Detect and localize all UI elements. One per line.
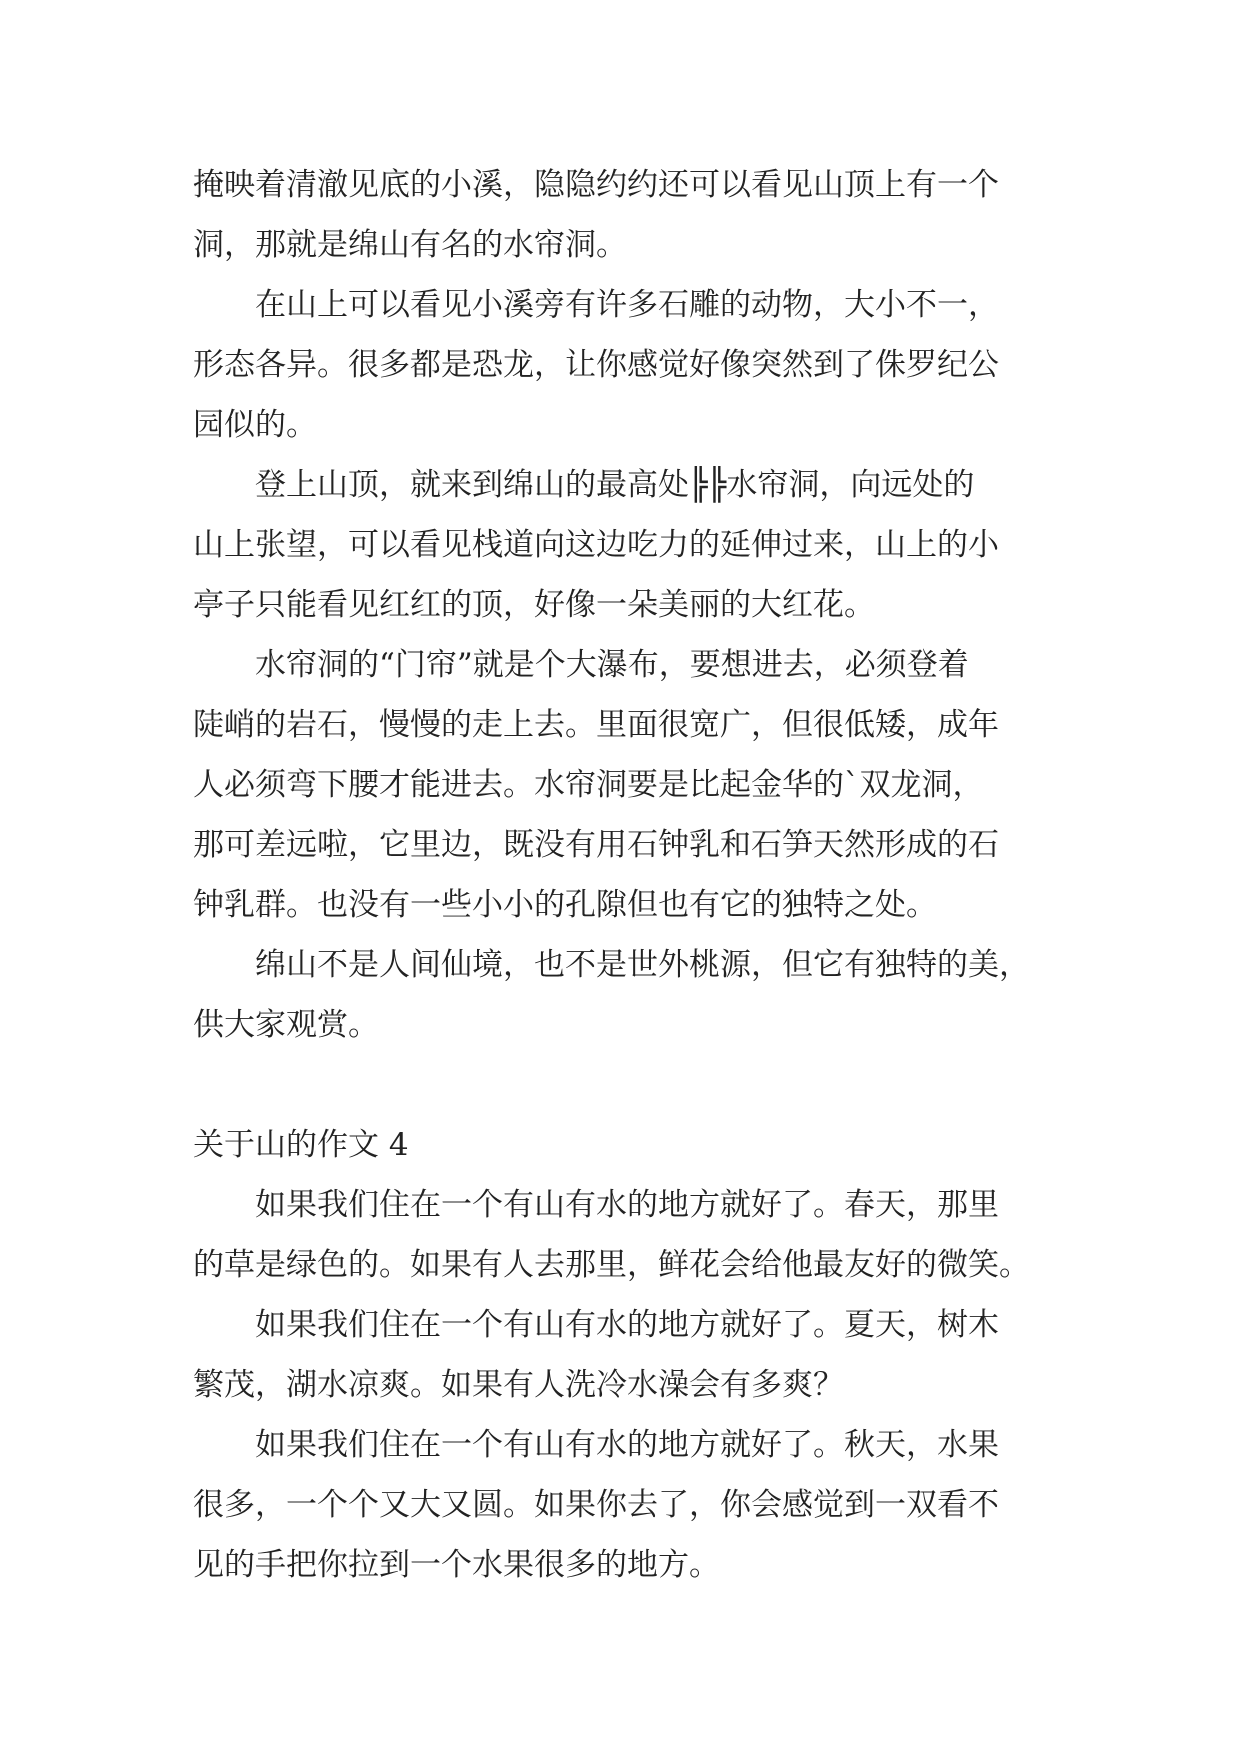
text-line: 供大家观赏。 xyxy=(193,1007,379,1043)
paragraph-start-line: 如果我们住在一个有山有水的地方就好了。秋天，水果 xyxy=(255,1427,999,1463)
text-line: 那可差远啦，它里边，既没有用石钟乳和石笋天然形成的石 xyxy=(193,827,999,863)
section-heading: 关于山的作文 4 xyxy=(193,1127,409,1163)
text-line: 山上张望，可以看见栈道向这边吃力的延伸过来，山上的小 xyxy=(193,527,999,563)
paragraph-start-line: 绵山不是人间仙境，也不是世外桃源，但它有独特的美， xyxy=(255,947,1030,983)
text-line: 园似的。 xyxy=(193,407,317,443)
paragraph-start-line: 如果我们住在一个有山有水的地方就好了。夏天，树木 xyxy=(255,1307,999,1343)
paragraph-start-line: 如果我们住在一个有山有水的地方就好了。春天，那里 xyxy=(255,1187,999,1223)
text-line: 繁茂，湖水凉爽。如果有人洗冷水澡会有多爽？ xyxy=(193,1367,844,1403)
text-line: 形态各异。很多都是恐龙，让你感觉好像突然到了侏罗纪公 xyxy=(193,347,999,383)
text-line: 洞，那就是绵山有名的水帘洞。 xyxy=(193,227,627,263)
text-line: 掩映着清澈见底的小溪，隐隐约约还可以看见山顶上有一个 xyxy=(193,167,999,203)
text-line: 亭子只能看见红红的顶，好像一朵美丽的大红花。 xyxy=(193,587,875,623)
text-line: 很多，一个个又大又圆。如果你去了，你会感觉到一双看不 xyxy=(193,1487,999,1523)
paragraph-start-line: 在山上可以看见小溪旁有许多石雕的动物，大小不一， xyxy=(255,287,999,323)
text-line: 钟乳群。也没有一些小小的孔隙但也有它的独特之处。 xyxy=(193,887,937,923)
text-line: 陡峭的岩石，慢慢的走上去。里面很宽广，但很低矮，成年 xyxy=(193,707,999,743)
text-line: 人必须弯下腰才能进去。水帘洞要是比起金华的`双龙洞， xyxy=(193,767,984,803)
text-line: 见的手把你拉到一个水果很多的地方。 xyxy=(193,1547,720,1583)
paragraph-start-line: 水帘洞的“门帘”就是个大瀑布，要想进去，必须登着 xyxy=(255,647,969,683)
paragraph-start-line: 登上山顶，就来到绵山的最高处╠╠水帘洞，向远处的 xyxy=(255,467,975,503)
text-line: 的草是绿色的。如果有人去那里，鲜花会给他最友好的微笑。 xyxy=(193,1247,1030,1283)
